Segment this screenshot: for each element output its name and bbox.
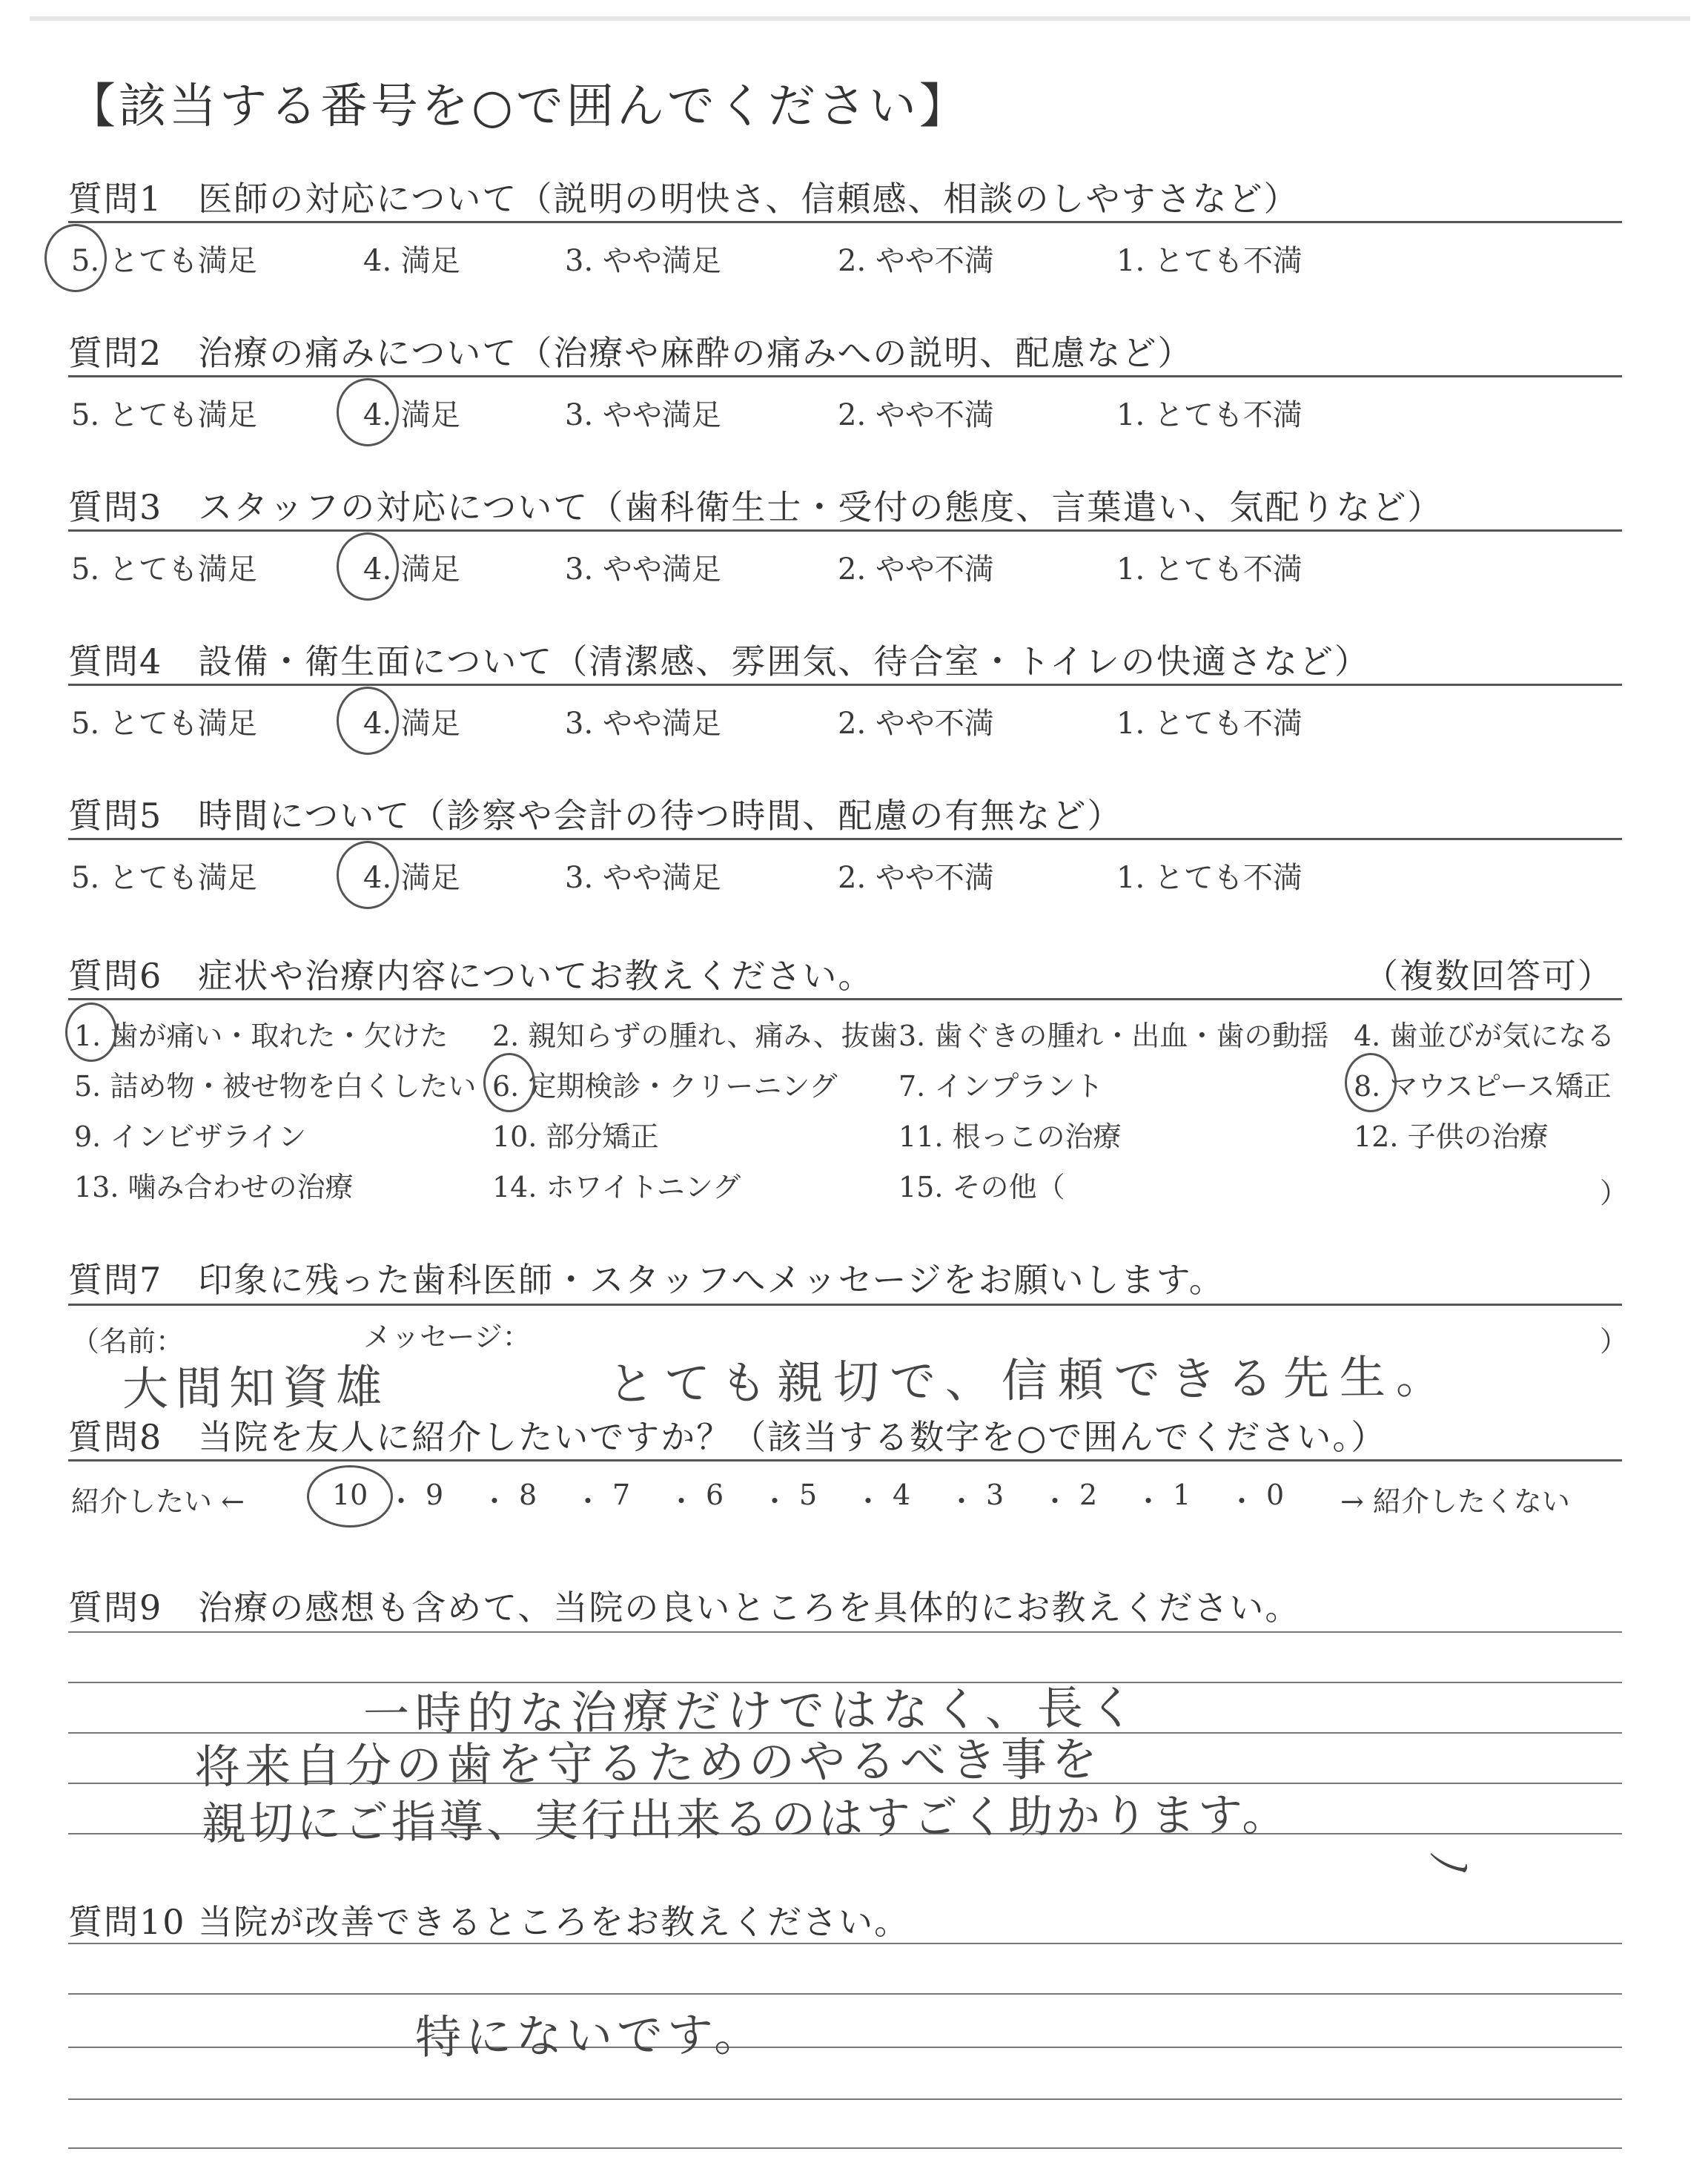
- q8-number-0[interactable]: 0: [1266, 1479, 1285, 1511]
- q4-option-5[interactable]: 5. とても満足: [71, 707, 257, 741]
- q5-option-4[interactable]: 4. 満足: [363, 861, 460, 895]
- q8-separator: ・: [667, 1485, 696, 1518]
- q8-number-7[interactable]: 7: [612, 1479, 631, 1511]
- q6-option-12[interactable]: 12. 子供の治療: [1354, 1120, 1549, 1153]
- q9-title: 質問9 治療の感想も含めて、当院の良いところを具体的にお教えください。: [68, 1588, 1301, 1628]
- q5-rule: [68, 838, 1622, 840]
- q6-title: 質問6 症状や治療内容についてお教えください。: [68, 956, 874, 996]
- q6-option-10[interactable]: 10. 部分矯正: [492, 1120, 659, 1153]
- q9-line-1: 一時的な治療だけではなく、長く: [363, 1680, 1142, 1742]
- selection-circle: [307, 1465, 393, 1527]
- q8-rule: [68, 1459, 1622, 1462]
- q9-line-3: 親切にご指導、実行出来るのはすごく助かります。: [201, 1789, 1290, 1851]
- q8-separator: ・: [387, 1485, 416, 1518]
- q6-option-1[interactable]: 1. 歯が痛い・取れた・欠けた: [74, 1020, 448, 1052]
- q3-option-5[interactable]: 5. とても満足: [71, 552, 257, 587]
- q8-separator: ・: [480, 1485, 509, 1518]
- q8-number-1[interactable]: 1: [1173, 1479, 1191, 1511]
- form-header: 【該当する番号を○で囲んでください】: [68, 79, 970, 134]
- q1-option-2[interactable]: 2. やや不満: [838, 244, 994, 278]
- selection-circle: [337, 532, 399, 601]
- q8-number-2[interactable]: 2: [1079, 1479, 1098, 1511]
- q4-option-1[interactable]: 1. とても不満: [1116, 707, 1302, 741]
- q4-option-4[interactable]: 4. 満足: [363, 707, 460, 741]
- q5-option-1[interactable]: 1. とても不満: [1116, 861, 1302, 895]
- q8-number-8[interactable]: 8: [519, 1479, 537, 1511]
- selection-circle: [1345, 1053, 1397, 1112]
- selection-circle: [337, 378, 399, 446]
- selection-circle: [337, 841, 399, 909]
- q6-other-close: ）: [1600, 1177, 1629, 1209]
- q2-option-4[interactable]: 4. 満足: [363, 398, 460, 432]
- q7-name-label: （名前：: [71, 1325, 185, 1358]
- selection-circle: [44, 224, 107, 292]
- q7-title: 質問7 印象に残った歯科医師・スタッフへメッセージをお願いします。: [68, 1260, 1225, 1300]
- q5-option-2[interactable]: 2. やや不満: [838, 861, 994, 895]
- q6-option-8[interactable]: 8. マウスピース矯正: [1354, 1070, 1612, 1103]
- q8-separator: ・: [574, 1485, 603, 1518]
- q10-rule-2: [68, 1993, 1622, 1995]
- q7-close: ）: [1600, 1325, 1629, 1358]
- q6-option-11[interactable]: 11. 根っこの治療: [898, 1120, 1122, 1153]
- q8-title: 質問8 当院を友人に紹介したいですか？（該当する数字を○で囲んでください。）: [68, 1417, 1387, 1457]
- q8-number-10[interactable]: 10: [332, 1479, 368, 1511]
- q2-rule: [68, 375, 1622, 377]
- q2-option-1[interactable]: 1. とても不満: [1116, 398, 1302, 432]
- q8-separator: ・: [761, 1485, 790, 1518]
- q1-rule: [68, 221, 1622, 223]
- q1-option-1[interactable]: 1. とても不満: [1116, 244, 1302, 278]
- q6-note: （複数回答可）: [1364, 956, 1613, 996]
- q7-name-handwritten: 大間知資雄: [122, 1359, 390, 1416]
- selection-circle: [483, 1053, 535, 1112]
- q7-message-label: メッセージ：: [363, 1321, 531, 1353]
- q3-option-4[interactable]: 4. 満足: [363, 552, 460, 587]
- q4-title: 質問4 設備・衛生面について（清潔感、雰囲気、待合室・トイレの快適さなど）: [68, 641, 1371, 681]
- q10-rule-3: [68, 2047, 1622, 2048]
- q4-option-3[interactable]: 3. やや満足: [565, 707, 721, 741]
- scan-top-edge: [30, 16, 1690, 21]
- q5-option-3[interactable]: 3. やや満足: [565, 861, 721, 895]
- q8-separator: ・: [1134, 1485, 1163, 1518]
- q8-left-label: 紹介したい ←: [71, 1485, 245, 1518]
- q2-title: 質問2 治療の痛みについて（治療や麻酔の痛みへの説明、配慮など）: [68, 333, 1194, 373]
- q2-option-2[interactable]: 2. やや不満: [838, 398, 994, 432]
- q1-option-4[interactable]: 4. 満足: [363, 244, 460, 278]
- q6-rule: [68, 998, 1622, 1000]
- q5-title: 質問5 時間について（診察や会計の待つ時間、配慮の有無など）: [68, 796, 1123, 836]
- q8-separator: ・: [1228, 1485, 1257, 1518]
- q10-rule-5: [68, 2147, 1622, 2149]
- q10-title: 質問10 当院が改善できるところをお教えください。: [68, 1902, 910, 1942]
- q9-rule-1: [68, 1631, 1622, 1633]
- q8-right-label: → 紹介したくない: [1340, 1485, 1570, 1518]
- q3-title: 質問3 スタッフの対応について（歯科衛生士・受付の態度、言葉遣い、気配りなど）: [68, 487, 1443, 527]
- q2-option-3[interactable]: 3. やや満足: [565, 398, 721, 432]
- q6-option-6[interactable]: 6. 定期検診・クリーニング: [492, 1070, 838, 1103]
- q6-option-4[interactable]: 4. 歯並びが気になる: [1354, 1020, 1615, 1052]
- q3-option-3[interactable]: 3. やや満足: [565, 552, 721, 587]
- q6-option-3[interactable]: 3. 歯ぐきの腫れ・出血・歯の動揺: [898, 1020, 1329, 1052]
- q1-option-3[interactable]: 3. やや満足: [565, 244, 721, 278]
- q8-number-9[interactable]: 9: [426, 1479, 444, 1511]
- q2-option-5[interactable]: 5. とても満足: [71, 398, 257, 432]
- q10-rule-4: [68, 2098, 1622, 2100]
- selection-circle: [65, 1003, 117, 1062]
- q5-option-5[interactable]: 5. とても満足: [71, 861, 257, 895]
- q8-number-5[interactable]: 5: [799, 1479, 818, 1511]
- q9-stroke-tail: ノ: [1418, 1836, 1480, 1893]
- q3-option-1[interactable]: 1. とても不満: [1116, 552, 1302, 587]
- q10-answer-handwritten: 特にないです。: [414, 2007, 765, 2065]
- q3-option-2[interactable]: 2. やや不満: [838, 552, 994, 587]
- q4-rule: [68, 684, 1622, 686]
- q1-option-5[interactable]: 5. とても満足: [71, 244, 257, 278]
- q8-separator: ・: [947, 1485, 976, 1518]
- q6-option-5[interactable]: 5. 詰め物・被せ物を白くしたい: [74, 1070, 477, 1103]
- q8-number-3[interactable]: 3: [986, 1479, 1004, 1511]
- q6-option-7[interactable]: 7. インプラント: [898, 1070, 1104, 1103]
- q8-number-4[interactable]: 4: [893, 1479, 911, 1511]
- q6-option-13[interactable]: 13. 噛み合わせの治療: [74, 1171, 354, 1203]
- q6-option-14[interactable]: 14. ホワイトニング: [492, 1171, 741, 1203]
- q8-separator: ・: [1041, 1485, 1070, 1518]
- q1-title: 質問1 医師の対応について（説明の明快さ、信頼感、相談のしやすさなど）: [68, 179, 1300, 219]
- q7-rule: [68, 1304, 1622, 1306]
- q9-line-2: 将来自分の歯を守るためのやるべき事を: [193, 1731, 1102, 1794]
- q6-option-2[interactable]: 2. 親知らずの腫れ、痛み、抜歯: [492, 1020, 898, 1052]
- q8-separator: ・: [854, 1485, 883, 1518]
- q7-message-handwritten: とても親切で、信頼できる先生。: [607, 1350, 1453, 1411]
- q8-number-6[interactable]: 6: [706, 1479, 724, 1511]
- q10-rule-1: [68, 1943, 1622, 1944]
- q4-option-2[interactable]: 2. やや不満: [838, 707, 994, 741]
- q6-option-9[interactable]: 9. インビザライン: [74, 1120, 307, 1153]
- q3-rule: [68, 529, 1622, 532]
- selection-circle: [337, 687, 399, 755]
- q6-option-15[interactable]: 15. その他（: [898, 1171, 1065, 1203]
